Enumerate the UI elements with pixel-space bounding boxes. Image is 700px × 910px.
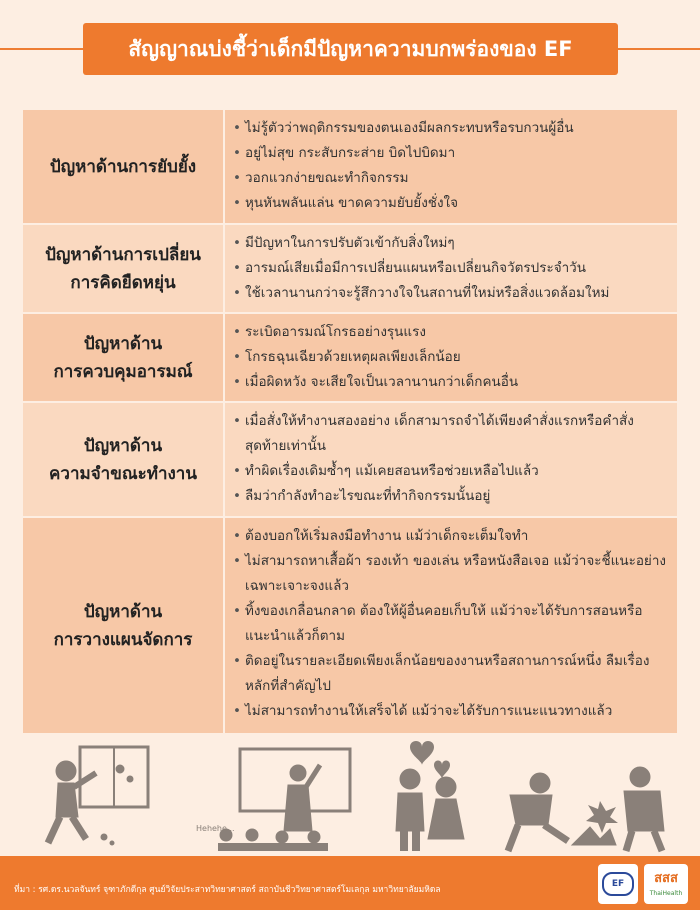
row-items [225, 518, 677, 733]
category-label: ปัญหาด้าน ความจำขณะทำงาน [49, 435, 197, 484]
bullet-icon: • [233, 324, 241, 340]
title-box [83, 23, 618, 75]
angry-child-icon [48, 747, 148, 845]
bullying-icon [508, 767, 664, 851]
bullet-icon: • [233, 285, 241, 301]
row-items [225, 403, 677, 516]
footer-bar [0, 856, 700, 910]
row-category [23, 314, 225, 401]
list-item: • ระเบิดอารมณ์โกรธอย่างรุนแรง [233, 320, 667, 345]
row-category [23, 225, 225, 312]
bullet-icon: • [233, 374, 241, 390]
thaihealth-logo-subtext: ThaiHealth [649, 890, 683, 897]
illustration-strip [0, 735, 700, 856]
list-item: • ติดอยู่ในรายละเอียดเพียงเล็กน้อยของงานหรือสถานการณ์หนึ่ง ลืมเรื่องหลักที่สำคัญไป [233, 649, 667, 699]
bullet-icon: • [233, 260, 241, 276]
list-item: • ลืมว่ากำลังทำอะไรขณะที่ทำกิจกรรมนั้นอยู่ [233, 484, 667, 509]
list-item: • ไม่สามารถทำงานให้เสร็จได้ แม้ว่าจะได้รับการแนะแนวทางแล้ว [233, 699, 667, 724]
bullet-icon: • [233, 488, 241, 504]
row-items [225, 314, 677, 401]
list-item: • เมื่อสั่งให้ทำงานสองอย่าง เด็กสามารถจำได้เพียงคำสั่งแรกหรือคำสั่งสุดท้ายเท่านั้น [233, 409, 667, 459]
bullet-icon: • [233, 463, 241, 479]
table-row [23, 223, 677, 312]
row-items [225, 225, 677, 312]
bullet-icon: • [233, 170, 241, 186]
page-title: สัญญาณบ่งชี้ว่าเด็กมีปัญหาความบกพร่องของ EF [128, 36, 573, 61]
category-label: ปัญหาด้านการเปลี่ยน การคิดยืดหยุ่น [45, 244, 201, 293]
thaihealth-logo-text: สสส [654, 871, 678, 886]
bullet-icon: • [233, 603, 241, 619]
list-item: • อยู่ไม่สุข กระสับกระส่าย บิดไปบิดมา [233, 141, 667, 166]
bullet-icon: • [233, 528, 241, 544]
row-items [225, 110, 677, 223]
bullet-icon: • [233, 349, 241, 365]
source-credit: ที่มา : รศ.ดร.นวลจันทร์ จุฑาภักดีกุล ศูนย์วิจัยประสาทวิทยาศาสตร์ สถาบันชีววิทยาศาสตร์โมเลกุล มหาวิทยาลัยมหิดล [14, 885, 441, 895]
table-row [23, 516, 677, 733]
category-label: ปัญหาด้านการยับยั้ง [49, 156, 197, 177]
list-item: • หุนหันพลันแล่น ขาดความยับยั้งชั่งใจ [233, 191, 667, 216]
thaihealth-logo [644, 864, 688, 904]
title-banner [0, 23, 700, 75]
list-item: • ต้องบอกให้เริ่มลงมือทำงาน แม้ว่าเด็กจะเต็มใจทำ [233, 524, 667, 549]
list-item: • ทำผิดเรื่องเดิมซ้ำๆ แม้เคยสอนหรือช่วยเหลือไปแล้ว [233, 459, 667, 484]
row-category [23, 403, 225, 516]
list-item: • ทิ้งของเกลื่อนกลาด ต้องให้ผู้อื่นคอยเก็บให้ แม้ว่าจะได้รับการสอนหรือแนะนำแล้วก็ตาม [233, 599, 667, 649]
list-item: • ไม่สามารถหาเสื้อผ้า รองเท้า ของเล่น หรือหนังสือเจอ แม้ว่าจะชี้แนะอย่างเฉพาะเจาะจงแล้ว [233, 549, 667, 599]
table-row [23, 401, 677, 516]
bullet-icon: • [233, 703, 241, 719]
row-category [23, 110, 225, 223]
bullet-icon: • [233, 553, 241, 569]
category-label: ปัญหาด้าน การควบคุมอารมณ์ [53, 333, 193, 382]
list-item: • ไม่รู้ตัวว่าพฤติกรรมของตนเองมีผลกระทบหรือรบกวนผู้อื่น [233, 116, 667, 141]
list-item: • เมื่อผิดหวัง จะเสียใจเป็นเวลานานกว่าเด็กคนอื่น [233, 370, 667, 395]
table-row [23, 312, 677, 401]
bullet-icon: • [233, 120, 241, 136]
list-item: • มีปัญหาในการปรับตัวเข้ากับสิ่งใหม่ๆ [233, 231, 667, 256]
bullet-icon: • [233, 235, 241, 251]
bullet-icon: • [233, 145, 241, 161]
category-label: ปัญหาด้าน การวางแผนจัดการ [53, 601, 193, 650]
bullet-icon: • [233, 653, 241, 669]
row-category [23, 518, 225, 733]
bubble-text: Hehehe... [196, 824, 235, 833]
classroom-icon [218, 749, 350, 851]
bullet-icon: • [233, 413, 241, 429]
ef-logo-mark: EF [602, 872, 634, 896]
table-row [23, 110, 677, 223]
ef-logo [598, 864, 638, 904]
list-item: • อารมณ์เสียเมื่อมีการเปลี่ยนแผนหรือเปลี่ยนกิจวัตรประจำวัน [233, 256, 667, 281]
list-item: • วอกแวกง่ายขณะทำกิจกรรม [233, 166, 667, 191]
couple-heart-icon [396, 741, 464, 851]
ef-problem-table [23, 110, 677, 733]
list-item: • ใช้เวลานานกว่าจะรู้สึกวางใจในสถานที่ใหม่หรือสิ่งแวดล้อมใหม่ [233, 281, 667, 306]
bullet-icon: • [233, 195, 241, 211]
list-item: • โกรธฉุนเฉียวด้วยเหตุผลเพียงเล็กน้อย [233, 345, 667, 370]
